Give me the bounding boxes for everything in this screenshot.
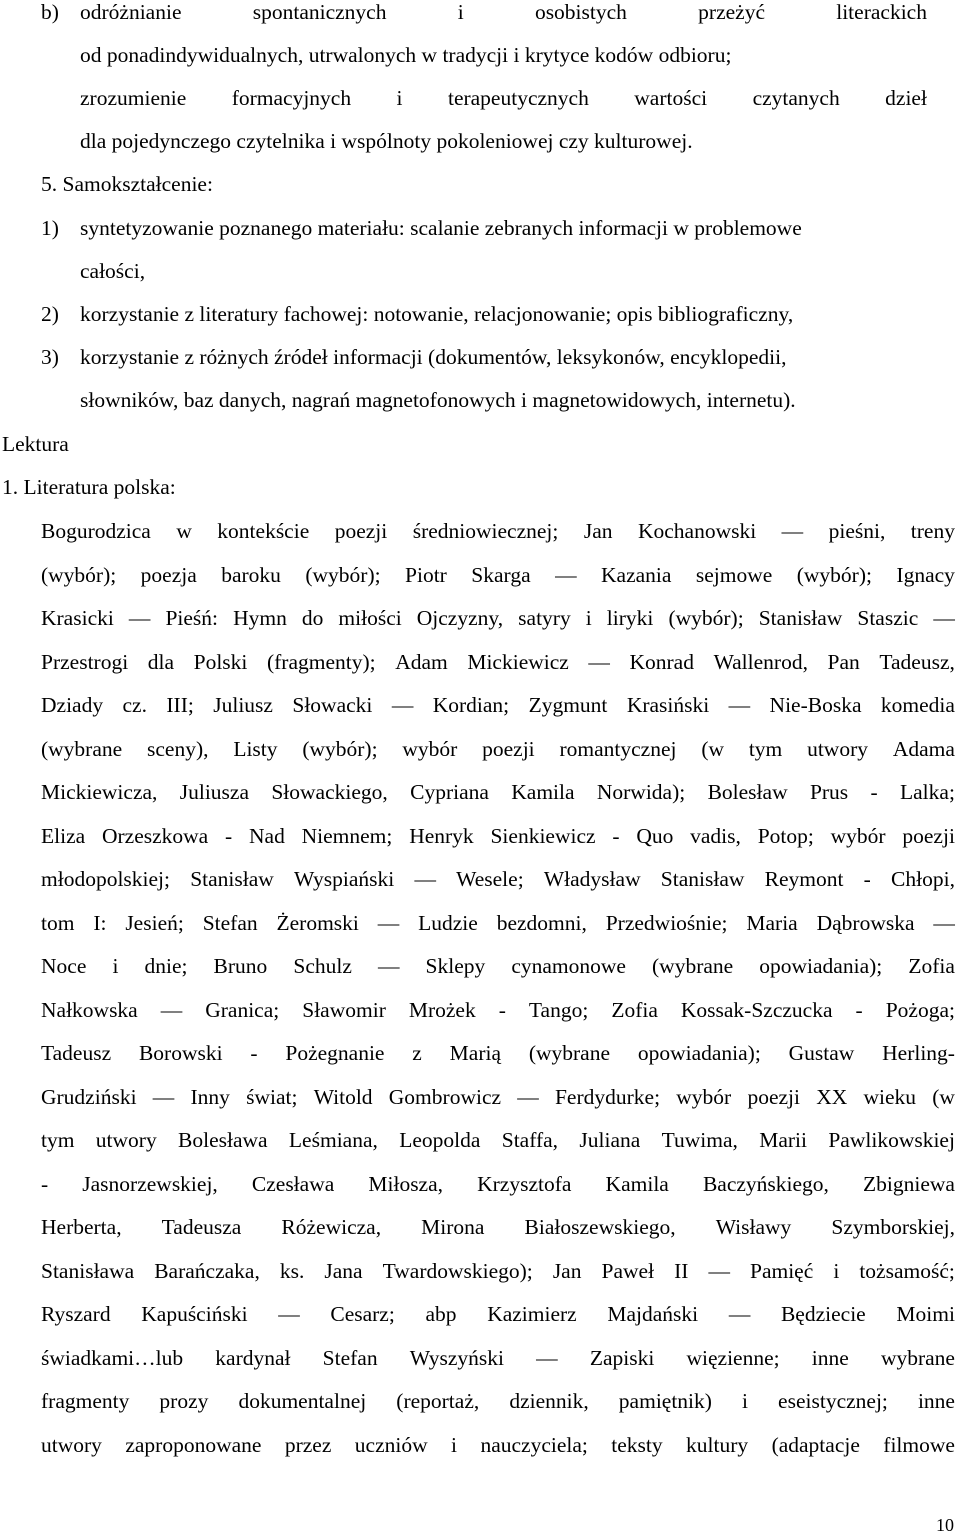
section-b-line-3 — [80, 86, 927, 110]
word: Kamila — [605, 1171, 669, 1196]
word: — — [128, 606, 151, 630]
word: - — [863, 867, 871, 891]
word: poezji — [902, 823, 955, 848]
word: Potop; — [757, 823, 814, 848]
word: Pan — [827, 649, 860, 674]
word: vadis, — [690, 823, 741, 848]
word: odróżnianie — [80, 0, 182, 24]
word: — — [588, 649, 610, 674]
word: Kazimierz — [487, 1302, 577, 1326]
word: Skarga — [471, 562, 531, 587]
word: inne — [811, 1345, 849, 1370]
word: Wyszyński — [409, 1345, 505, 1370]
lektura-line-2 — [41, 563, 955, 587]
word: kultury — [686, 1432, 749, 1457]
word: inne — [917, 1389, 955, 1413]
word: (wybrane — [528, 1041, 610, 1065]
section-5-item-2-line-1: korzystanie z literatury fachowej: notowanie, relacjonowanie; opis bibliograficzny, — [80, 302, 794, 326]
word: Zbigniewa — [863, 1171, 955, 1196]
word: Ryszard — [41, 1302, 111, 1326]
word: — — [152, 1084, 175, 1109]
word: Mickiewicz — [467, 649, 569, 674]
lektura-line-8 — [41, 824, 955, 848]
word: literackich — [836, 0, 927, 24]
word: Baczyńskiego, — [702, 1171, 829, 1196]
word: Słowacki — [292, 693, 373, 717]
word: Nad — [249, 823, 285, 848]
word: — — [728, 693, 751, 717]
word: — — [933, 910, 955, 935]
word: Borowski — [138, 1041, 223, 1065]
word: Chłopi, — [891, 867, 955, 891]
word: Reymont — [764, 867, 844, 891]
word: tożsamość; — [859, 1258, 955, 1283]
word: dzieł — [885, 86, 927, 110]
word: Czesława — [251, 1171, 335, 1196]
word: baroku — [221, 562, 281, 587]
word: (wybór); — [796, 562, 872, 587]
word: Lalka; — [900, 780, 955, 804]
word: Nie-Boska — [769, 693, 862, 717]
lektura-line-19 — [41, 1302, 955, 1326]
lektura-line-6 — [41, 737, 955, 761]
word: wybór — [676, 1084, 732, 1109]
word: (wybrane — [41, 736, 123, 761]
word: Bolesław — [707, 780, 788, 804]
word: (wybór); — [302, 736, 378, 761]
word: Zofia — [908, 954, 955, 978]
word: Pawlikowskiej — [828, 1128, 955, 1152]
word: Twardowskiego); — [382, 1258, 533, 1283]
word: Stefan — [202, 910, 258, 935]
section-b-line-4: dla pojedynczego czytelnika i wspólnoty pokoleniowej czy kulturowej. — [80, 129, 693, 153]
word: (wybór); — [668, 606, 744, 630]
word: Stanisław — [660, 867, 745, 891]
word: Nałkowska — [41, 997, 138, 1022]
word: do — [301, 606, 324, 630]
word: więzienne; — [686, 1345, 780, 1370]
word: poezji — [747, 1084, 800, 1109]
word: Juliusz — [213, 693, 273, 717]
word: utwory — [41, 1432, 102, 1457]
lektura-line-15 — [41, 1128, 955, 1152]
word: i — [396, 86, 403, 110]
word: Jana — [324, 1258, 363, 1283]
word: eseistycznej; — [778, 1389, 888, 1413]
word: i — [451, 1432, 458, 1457]
word: dokumentalnej — [238, 1389, 367, 1413]
word: Krzysztofa — [477, 1171, 572, 1196]
word: Cypriana — [410, 780, 489, 804]
word: opowiadania); — [637, 1041, 761, 1065]
word: cynamonowe — [511, 954, 626, 978]
lektura-line-1 — [41, 519, 955, 543]
word: świat; — [246, 1084, 298, 1109]
word: Krasicki — [41, 606, 114, 630]
lektura-line-5 — [41, 693, 955, 717]
word: przeżyć — [698, 0, 765, 24]
word: Kapuściński — [141, 1302, 248, 1326]
word: i — [742, 1389, 748, 1413]
word: świadkami…lub — [41, 1345, 184, 1370]
word: Majdański — [607, 1302, 699, 1326]
word: Jan — [583, 519, 613, 543]
word: Marii — [759, 1128, 808, 1152]
word: Mrożek — [408, 997, 476, 1022]
word: wybór — [830, 823, 886, 848]
word: Wallenrod, — [713, 649, 808, 674]
word: (reportaż, — [396, 1389, 480, 1413]
word: Herling- — [882, 1041, 955, 1065]
word: Stefan — [322, 1345, 378, 1370]
word: wartości — [634, 86, 708, 110]
section-5-item-2-marker: 2) — [41, 302, 59, 326]
word: XX — [816, 1084, 848, 1109]
word: Konrad — [629, 649, 694, 674]
lektura-line-13 — [41, 1041, 955, 1065]
word: Miłosza, — [368, 1171, 444, 1196]
word: wieku — [863, 1084, 917, 1109]
word: Kordian; — [432, 693, 510, 717]
lektura-line-18 — [41, 1259, 955, 1283]
word: i — [112, 954, 119, 978]
word: (w — [701, 736, 724, 761]
word: — — [555, 562, 577, 587]
word: Paweł — [601, 1258, 655, 1283]
word: Granica; — [205, 997, 280, 1022]
word: Stanisława — [41, 1258, 135, 1283]
word: Noce — [41, 954, 87, 978]
word: spontanicznych — [252, 0, 387, 24]
word: Ludzie — [418, 910, 478, 935]
word: i — [457, 0, 464, 24]
word: zrozumienie — [80, 86, 187, 110]
word: - — [225, 823, 233, 848]
word: tym — [41, 1128, 75, 1152]
word: Kazania — [601, 562, 672, 587]
lektura-line-11 — [41, 954, 955, 978]
word: Tuwima, — [661, 1128, 738, 1152]
word: Różewicza, — [281, 1215, 382, 1239]
word: Krasiński — [626, 693, 710, 717]
word: Żeromski — [276, 910, 359, 935]
word: - — [855, 997, 863, 1022]
word: Maria — [746, 910, 798, 935]
word: Jesień; — [125, 910, 184, 935]
word: dnie; — [144, 954, 188, 978]
section-5-item-3-line-2: słowników, baz danych, nagrań magnetofonowych i magnetowidowych, internetu). — [80, 388, 796, 412]
lektura-line-12 — [41, 998, 955, 1022]
word: Adama — [892, 736, 955, 761]
word: (fragmenty); — [266, 649, 376, 674]
word: Stanisław — [758, 606, 843, 630]
word: Listy — [233, 736, 278, 761]
word: poezji — [482, 736, 535, 761]
word: i — [585, 606, 592, 630]
word: Staffa, — [501, 1128, 559, 1152]
word: tom — [41, 910, 75, 935]
word: Gombrowicz — [388, 1084, 502, 1109]
section-5-item-1-line-1: syntetyzowanie poznanego materiału: scalanie zebranych informacji w problemowe — [80, 216, 802, 240]
lektura-line-20 — [41, 1346, 955, 1370]
word: Wisławy — [715, 1215, 792, 1239]
word: Zygmunt — [528, 693, 608, 717]
word: II — [674, 1258, 689, 1283]
word: Piotr — [405, 562, 447, 587]
word: Ignacy — [896, 562, 955, 587]
word: uczniów — [354, 1432, 428, 1457]
word: dziennik, — [509, 1389, 589, 1413]
word: Przedwiośnie; — [605, 910, 728, 935]
word: Sienkiewicz — [490, 823, 596, 848]
word: teksty — [611, 1432, 663, 1457]
word: Władysław — [543, 867, 641, 891]
word: Adam — [395, 649, 448, 674]
word: ks. — [279, 1258, 305, 1283]
word: — — [708, 1258, 730, 1283]
word: — — [377, 954, 400, 978]
word: utwory — [95, 1128, 157, 1152]
lektura-line-3 — [41, 606, 955, 630]
word: terapeutycznych — [447, 86, 589, 110]
word: Eliza — [41, 823, 86, 848]
word: Tadeusza — [161, 1215, 242, 1239]
word: Tadeusz — [41, 1041, 112, 1065]
word: — — [414, 867, 436, 891]
word: — — [278, 1302, 300, 1326]
word: prozy — [159, 1389, 209, 1413]
word: kontekście — [217, 519, 310, 543]
word: - — [498, 997, 506, 1022]
word: Przestrogi — [41, 649, 129, 674]
word: Leśmiana, — [288, 1128, 378, 1152]
word: Szymborskiej, — [831, 1215, 955, 1239]
word: czytanych — [752, 86, 840, 110]
word: Będziecie — [780, 1302, 866, 1326]
word: — — [160, 997, 183, 1022]
word: Jan — [552, 1258, 582, 1283]
lektura-subheading: 1. Literatura polska: — [2, 475, 176, 499]
word: Henryk — [409, 823, 474, 848]
word: osobistych — [534, 0, 627, 24]
word: Ferdydurke; — [554, 1084, 661, 1109]
word: Pieśń: — [165, 606, 219, 630]
word: Wesele; — [456, 867, 524, 891]
lektura-line-4 — [41, 650, 955, 674]
word: treny — [910, 519, 955, 543]
word: Pożegnanie — [285, 1041, 385, 1065]
word: utwory — [807, 736, 868, 761]
word: młodopolskiej; — [41, 867, 170, 891]
word: Moimi — [896, 1302, 955, 1326]
lektura-line-14 — [41, 1085, 955, 1109]
word: abp — [425, 1302, 457, 1326]
word: Jasnorzewskiej, — [82, 1171, 218, 1196]
word: Sławomir — [302, 997, 386, 1022]
word: Schulz — [293, 954, 352, 978]
word: — — [377, 910, 400, 935]
word: miłości — [338, 606, 402, 630]
page-number: 10 — [936, 1515, 954, 1535]
word: sejmowe — [695, 562, 773, 587]
word: nauczyciela; — [480, 1432, 588, 1457]
word: Juliana — [579, 1128, 641, 1152]
word: Bruno — [213, 954, 268, 978]
word: Niemnem; — [301, 823, 393, 848]
word: Mirona — [421, 1215, 485, 1239]
word: Witold — [313, 1084, 373, 1109]
word: wybór — [402, 736, 458, 761]
word: Stanisław — [190, 867, 274, 891]
word: (adaptacje — [771, 1432, 860, 1457]
word: Pamięć — [749, 1258, 814, 1283]
word: poezji — [334, 519, 388, 543]
word: Bolesława — [178, 1128, 268, 1152]
word: Marią — [449, 1041, 501, 1065]
lektura-line-16 — [41, 1172, 955, 1196]
word: Leopolda — [399, 1128, 481, 1152]
word: w — [176, 519, 192, 543]
word: wybrane — [880, 1345, 955, 1370]
word: Orzeszkowa — [101, 823, 209, 848]
word: pamiętnik) — [618, 1389, 712, 1413]
word: opowiadania); — [759, 954, 883, 978]
word: Słowackiego, — [271, 780, 388, 804]
section-5-item-3-marker: 3) — [41, 345, 59, 369]
word: I: — [93, 910, 107, 935]
word: (w — [932, 1084, 955, 1109]
word: — — [391, 693, 414, 717]
word: przez — [284, 1432, 332, 1457]
section-5-item-3-line-1: korzystanie z różnych źródeł informacji (dokumentów, leksykonów, encyklopedii, — [80, 345, 787, 369]
word: satyry — [518, 606, 571, 630]
word: Pożoga; — [885, 997, 955, 1022]
word: Wyspiański — [294, 867, 395, 891]
word: (wybór); — [41, 562, 117, 587]
word: Inny — [190, 1084, 230, 1109]
word: Bogurodzica — [41, 519, 151, 543]
lektura-line-10 — [41, 911, 955, 935]
word: - — [250, 1041, 258, 1065]
word: Cesarz; — [330, 1302, 395, 1326]
word: — — [728, 1302, 751, 1326]
lektura-line-21 — [41, 1389, 955, 1413]
word: Tadeusz, — [879, 649, 955, 674]
word: Barańczaka, — [154, 1258, 260, 1283]
word: Norwida); — [596, 780, 686, 804]
word: (wybór); — [305, 562, 381, 587]
word: Mickiewicza, — [41, 780, 158, 804]
word: Kossak-Szczucka — [680, 997, 833, 1022]
lektura-line-9 — [41, 867, 955, 891]
word: Gustaw — [788, 1041, 855, 1065]
section-5-item-1-line-2: całości, — [80, 259, 146, 283]
word: romantycznej — [559, 736, 677, 761]
word: dla — [147, 649, 175, 674]
word: Hymn — [233, 606, 287, 630]
word: liryki — [606, 606, 654, 630]
word: kardynał — [215, 1345, 291, 1370]
lektura-line-17 — [41, 1215, 955, 1239]
word: i — [833, 1258, 840, 1283]
word: Kamila — [511, 780, 575, 804]
word: z — [412, 1041, 422, 1065]
lektura-heading: Lektura — [2, 432, 69, 456]
word: Staszic — [857, 606, 919, 630]
section-5-item-1-marker: 1) — [41, 216, 59, 240]
word: pieśni, — [828, 519, 886, 543]
word: Zofia — [611, 997, 658, 1022]
word: — — [781, 519, 804, 543]
word: tym — [748, 736, 783, 761]
word: - — [612, 823, 620, 848]
section-b-marker: b) — [41, 0, 59, 24]
word: (wybrane — [652, 954, 734, 978]
word: poezja — [140, 562, 197, 587]
word: Prus — [809, 780, 849, 804]
word: III; — [166, 693, 194, 717]
word: średniowiecznej; — [412, 519, 559, 543]
lektura-line-7 — [41, 780, 955, 804]
word: — — [517, 1084, 539, 1109]
word: — — [933, 606, 955, 630]
word: Tango; — [528, 997, 589, 1022]
word: Zapiski — [589, 1345, 655, 1370]
word: sceny), — [147, 736, 209, 761]
section-b-line-1 — [80, 0, 927, 24]
word: Grudziński — [41, 1084, 137, 1109]
section-5-heading: 5. Samokształcenie: — [41, 172, 213, 196]
word: Juliusza — [179, 780, 250, 804]
word: Dziady — [41, 693, 104, 717]
word: Sklepy — [425, 954, 486, 978]
lektura-line-22 — [41, 1433, 955, 1457]
word: Ojczyzny, — [416, 606, 504, 630]
word: Białoszewskiego, — [524, 1215, 676, 1239]
word: komedia — [880, 693, 955, 717]
word: Herberta, — [41, 1215, 122, 1239]
word: — — [536, 1345, 558, 1370]
word: - — [41, 1171, 49, 1196]
word: cz. — [122, 693, 147, 717]
word: formacyjnych — [231, 86, 352, 110]
word: - — [870, 780, 878, 804]
word: zaproponowane — [125, 1432, 262, 1457]
word: filmowe — [883, 1432, 955, 1457]
word: Quo — [636, 823, 674, 848]
section-b-line-2: od ponadindywidualnych, utrwalonych w tradycji i krytyce kodów odbioru; — [80, 43, 732, 67]
word: fragmenty — [41, 1389, 130, 1413]
word: Dąbrowska — [816, 910, 915, 935]
word: bezdomni, — [496, 910, 587, 935]
word: Polski — [193, 649, 248, 674]
word: Kochanowski — [637, 519, 757, 543]
